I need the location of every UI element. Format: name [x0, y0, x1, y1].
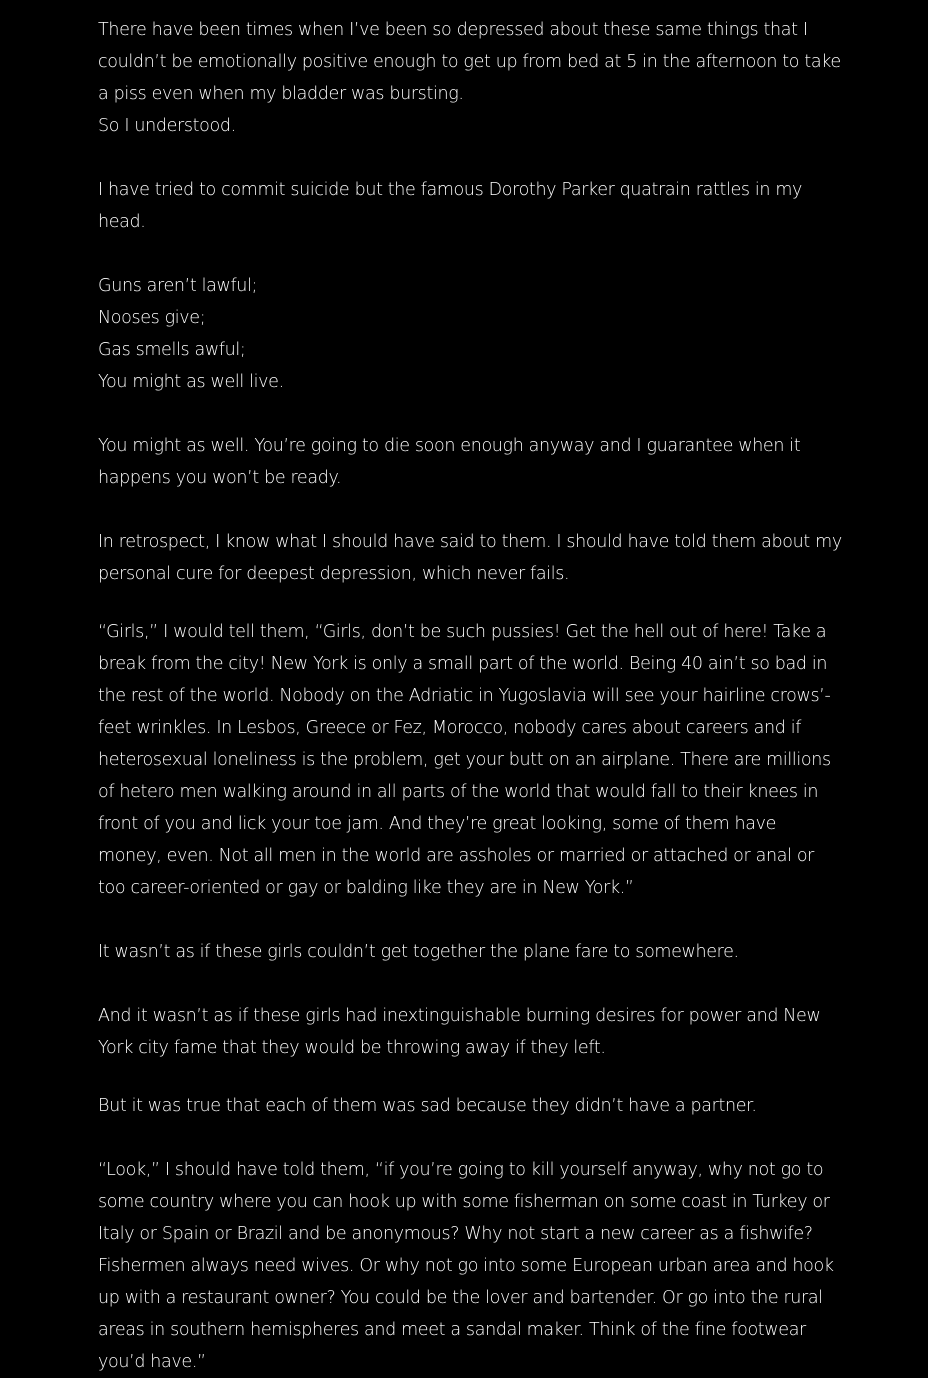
- poem-line: Guns aren’t lawful;: [98, 276, 258, 296]
- paragraph-spacer: [98, 1064, 843, 1090]
- poem-line: Gas smells awful;: [98, 340, 246, 360]
- paragraph-partner: But it was true that each of them was sad because they didn’t have a partner.: [98, 1096, 757, 1116]
- paragraph-girls-quote: “Girls,” I would tell them, “Girls, don’t be such pussies! Get the hell out of here! Take a break from the city! New York is only a small part of the world. Being 40 ain’t so bad in the rest of the world. Nobody on the Adriatic in Yugoslavia will see your hairline crows’-feet wrinkles. In Lesbos, Greece or Fez, Morocco, nobody cares about careers and if heterosexual loneliness is the problem, get your butt on an airplane. There are millions of hetero men walking around in all parts of the world that would fall to their knees in front of you and lick your toe jam. And they’re great looking, some of them have money, even. Not all men in the world are assholes or married or attached or anal or too career-oriented or gay or balding like they are in New York.”: [98, 622, 831, 898]
- paragraph-plane-fare: It wasn’t as if these girls couldn’t get together the plane fare to somewhere.: [98, 942, 739, 962]
- paragraph-spacer: [98, 590, 843, 616]
- poem-line: You might as well live.: [98, 372, 284, 392]
- poem-quatrain: [98, 270, 843, 398]
- paragraph-spacer: [98, 494, 843, 526]
- paragraph-spacer: [98, 142, 843, 174]
- article-body: [98, 14, 843, 1378]
- paragraph-spacer: [98, 1122, 843, 1154]
- paragraph-spacer: [98, 238, 843, 270]
- paragraph-depression: There have been times when I’ve been so depressed about these same things that I couldn’t be emotionally positive enough to get up from bed at 5 in the afternoon to take a piss even when my bladder was bursting.: [98, 20, 841, 104]
- poem-line: Nooses give;: [98, 308, 206, 328]
- paragraph-spacer: [98, 968, 843, 1000]
- paragraph-spacer: [98, 398, 843, 430]
- paragraph-might-as-well: You might as well. You’re going to die soon enough anyway and I guarantee when it happens you won’t be ready.: [98, 436, 801, 488]
- paragraph-look-quote: “Look,” I should have told them, “if you’re going to kill yourself anyway, why not go to some country where you can hook up with some fisherman on some coast in Turkey or Italy or Spain or Brazil and be anonymous? Why not start a new career as a fishwife? Fishermen always need wives. Or why not go into some European urban area and hook up with a restaurant owner? You could be the lover and bartender. Or go into the rural areas in southern hemispheres and meet a sandal maker. Think of the fine footwear you’d have.”: [98, 1160, 834, 1372]
- paragraph-retrospect: In retrospect, I know what I should have said to them. I should have told them about my personal cure for deepest depression, which never fails.: [98, 532, 842, 584]
- paragraph-spacer: [98, 904, 843, 936]
- paragraph-understood: So I understood.: [98, 116, 236, 136]
- paragraph-burning-desires: And it wasn’t as if these girls had inextinguishable burning desires for power and New York city fame that they would be throwing away if they left.: [98, 1006, 821, 1058]
- paragraph-suicide: I have tried to commit suicide but the famous Dorothy Parker quatrain rattles in my head.: [98, 180, 803, 232]
